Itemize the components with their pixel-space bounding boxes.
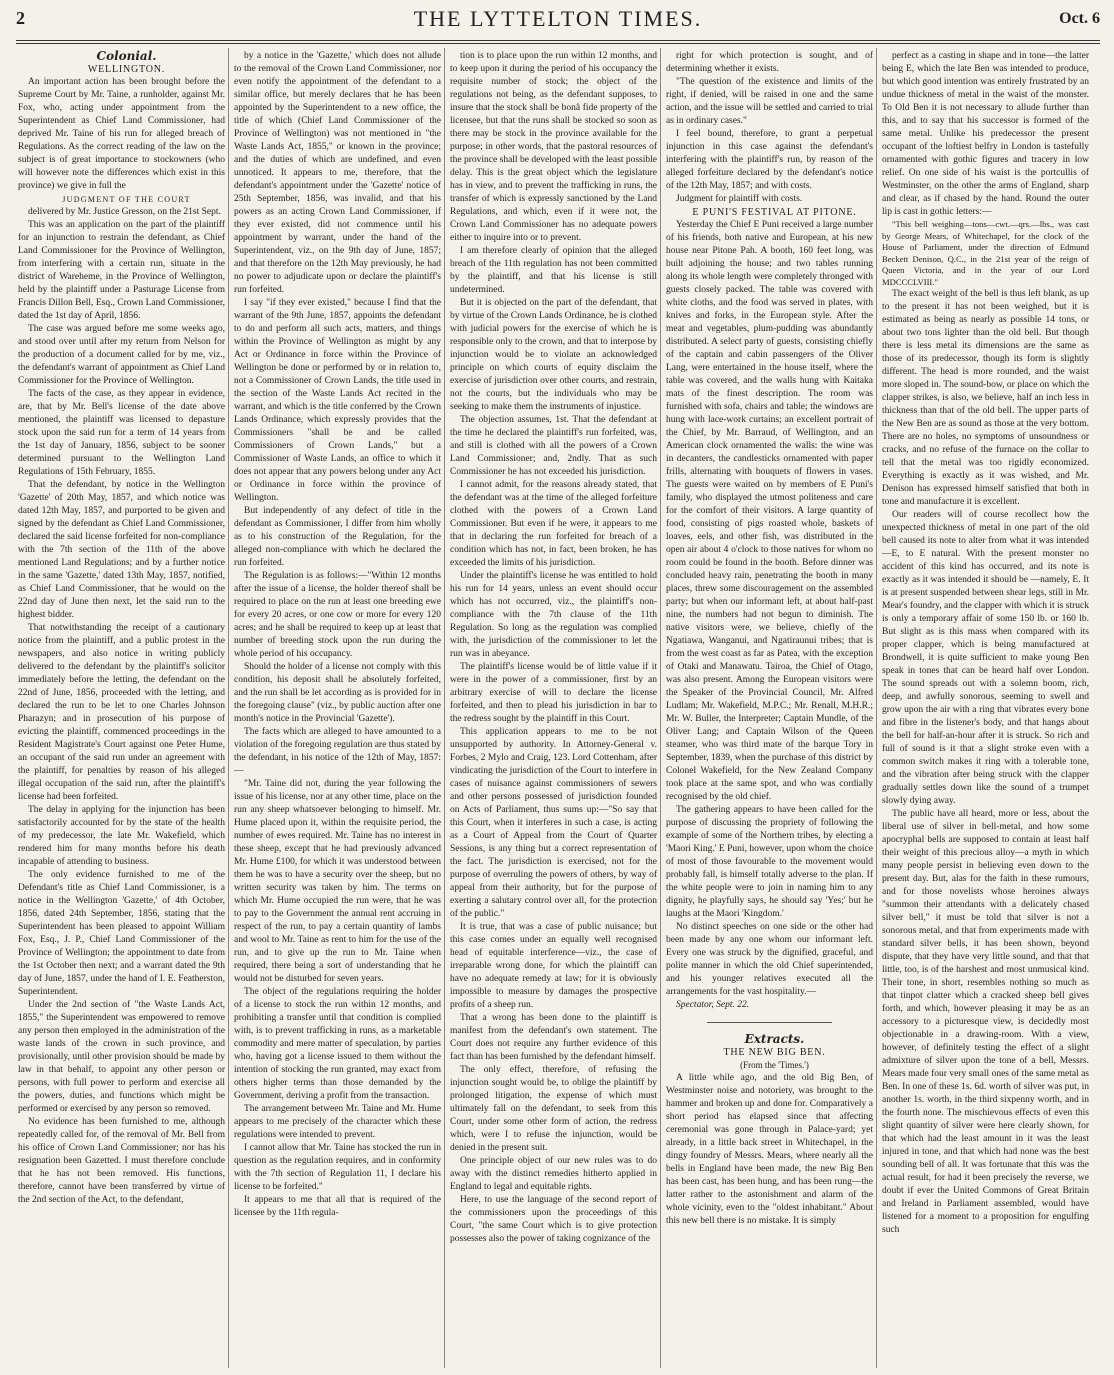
newspaper-title: THE LYTTELTON TIMES. [413,6,703,31]
paragraph: I cannot admit, for the reasons already stated, that the defendant was at the time of the alleged forfeiture clothed with the powers of a Crown Land Commissioner. But even if he were, it appears to me that in declaring the run forfeited for breach of a condition which has not, in fact, been broken, he has exceeded the limits of his jurisdiction. [450,480,657,568]
column-divider [660,48,661,1368]
paragraph: The objection assumes, 1st. That the defendant at the time he declared the plaintiff's run forfeited, was, and still is clothed with all the powers of a Crown Land Commissioner; and, 2ndly. That as such Commissioner he has not exceeded his jurisdiction. [450,415,657,477]
paragraph: The case was argued before me some weeks ago, and stood over until after my return from Nelson for the production of a document called for by me, viz., the defendant's warrant of appointment as Chief Land Commissioner for the Province of Wellington. [18,324,225,386]
paragraph: Here, to use the language of the second report of the commissioners upon the proceedings of this Court, "the same Court which is to give protection possesses also the power of taking cognizance of the [450,1195,657,1244]
column-3 [450,50,657,1368]
paragraph: "Mr. Taine did not, during the year following the issue of his license, nor at any other time, place on the run any sheep whatsoever belonging to himself. Mr. Hume placed upon it, within the requisite period, the number of ewes required. Mr. Taine has no interest in these sheep, except that he had previously advanced Mr. Hume £100, for which it was understood between them he was to have a security over the sheep, but no written security was taken by him. The terms on which Mr. Hume occupied the run were, that he was to pay to the Government the annual rent accruing in respect of the run, to pay a certain quantity of lambs and wool to Mr. Taine as rent to him for the use of the run, and to give up the run to Mr. Taine when required, there being a sort of understanding that he would not be disturbed for seven years. [234,779,441,984]
paragraph: This application appears to me to be not unsupported by authority. In Attorney-General v. Forbes, 2 Mylo and Craig, 123. Lord Cottenham, after vindicating the jurisdiction of the Court to interfere in cases of nuisance against commissioners of sewers and other persons possessed of jurisdiction founded on Acts of Parliament, thus sums up:—"So say that this Court, when it interferes in such a case, is acting as a Court of Appeal from the Court of Quarter Sessions, is any thing but a correct representation of the fact. The jurisdiction is exercised, not for the purpose of overruling the powers of others, by way of appeal from their authority, but for the purpose of exerting a salutary control over all, for the protection of the public." [450,727,657,919]
paragraph: The only effect, therefore, of refusing the injunction sought would be, to oblige the plaintiff by prolonged litigation, the expense of which must ultimately fall on the defendant, to seek from this Court, under some other form of action, the redress which, were I to refuse the injunction, would be denied in the present suit. [450,1065,657,1153]
paragraph: by a notice in the 'Gazette,' which does not allude to the removal of the Crown Land Commissioner, nor even notify the appointment of the defendant to a similar office, but merely declares that he has been appointed by the Superintendent to a new office, the title of which (Chief Land Commissioner of the Province of Wellington) was not mentioned in "the Waste Lands Act, 1855," or known in the province; and the duties of which are undefined, and even unnoticed. It appears to me, therefore, that the defendant's appointment under the 'Gazette' notice of 25th September, 1856, was invalid, and that his powers as an acting Crown Land Commissioner, if they ever existed, did not commence until his appointment by warrant, under the hand of the Superintendent, viz., on the 9th day of June, 1857; and that therefore on the 12th May previously, he had no power to adjudicate upon or declare the plaintiff's run forfeited. [234,51,441,295]
article-source: (From the 'Times.') [740,1060,809,1070]
masthead [16,6,1100,38]
paragraph: The only evidence furnished to me of the Defendant's title as Chief Land Commissioner, is a notice in the Wellington 'Gazette,' of 4th October, 1856, dated 24th September, 1856, stating that the Superintendent has been pleased to appoint William Fox, Esq., J. P., Chief Land Commissioner of the Province of Wellington; the appointment to date from the 1st October then next; and a warrant dated the 9th day of June, 1857, under the hand of I. E. Featherston, Superintendent. [18,870,225,997]
article-heading-e-puni: E PUNI'S FESTIVAL AT PITONE. [692,207,857,218]
paragraph: But it is objected on the part of the defendant, that by virtue of the Crown Lands Ordinance, he is clothed with judicial powers for the exercise of which he is responsible only to the crown, and that to interpose by injunction would be to violate an acknowledged principle on which courts of equity disclaim the exercise of jurisdiction over other courts, and restrain, not the courts, but the individuals who may be seeking to make them the instruments of injustice. [450,298,657,412]
paragraph: The plaintiff's license would be of little value if it were in the power of a commissioner, first by an arbitrary exercise of will to declare the license forfeited, and then to plead his jurisdiction in bar to the redress sought by the plaintiff in this Court. [450,662,657,724]
paragraph: perfect as a casting in shape and in tone—the latter being E, which the late Ben was intended to produce, but which good intention was entirely frustrated by an undue thickness of metal in the waist of the monster. To Old Ben it is not necessary to allude further than this, and to say that his successor is formed of the same metal. Unlike his predecessor the present occupant of the loftiest belfry in London is tastefully ornamented with gothic figures and tracery in low relief. On one side of his waist is the portcullis of Westminster, on the other the arms of England, sharp and clear, as if chased by the hand. Round the outer lip is cast in gothic letters:— [882,51,1089,217]
column-2 [234,50,441,1368]
paragraph: "The question of the existence and limits of the right, if denied, will be raised in one and the same action, and the issue will be settled and carried to trial as in ordinary cases." [666,77,873,126]
column-5 [882,50,1089,1368]
paragraph: The exact weight of the bell is thus left blank, as up to the present it has not been weighed, but it is estimated as being as nearly as possible 14 tons, or about two tons lighter than the old bell. But though there is less metal its dimensions are the same as those of its predecessor, though its form is slightly different. The head is more rounded, and the waist more sloped in. The sound-bow, or place on which the clapper strikes, is also, we believe, half an inch less in thickness than that of the old bell. The upper parts of the New Ben are as sound as those at the very bottom. There are no holes, no symptoms of unsoundness or cracks, and no refuse of the furnace on the collar to tell that the metal was too rigidly economized. Everything is exactly as it was wished, and Mr. Denison has expressed himself satisfied that both in tone and manufacture it is excellent. [882,289,1089,507]
paragraph: Should the holder of a license not comply with this condition, his deposit shall be absolutely forfeited, and the run shall be let according as is provided for in the foregoing clause" (viz., by public auction after one month's notice in the Provincial 'Gazette'). [234,662,441,724]
paragraph: The facts which are alleged to have amounted to a violation of the foregoing regulation are thus stated by the defendant, in his notice of the 12th of May, 1857:— [234,727,441,776]
section-heading-extracts: Extracts. [744,1032,805,1046]
paragraph: I cannot allow that Mr. Taine has stocked the run in question as the regulation requires, and in conformity with the 7th section of Regulation 11, I declare his license to be forfeited." [234,1143,441,1192]
column-divider [444,48,445,1368]
paragraph: No distinct speeches on one side or the other had been made by any one whom our informant left. Every one was struck by the dignified, graceful, and polite manner in which the old Chief superintended, and his younger relatives executed all the arrangements for the vast hospitality.— [666,922,873,997]
paragraph: No evidence has been furnished to me, although repeatedly called for, of the removal of Mr. Bell from his office of Crown Land Commissioner; nor has his resignation been Gazetted. I must therefore conclude that he has not been removed. His functions, therefore, cannot have been transferred by virtue of the 2nd section of the Act, to the defendant, [18,1117,225,1205]
column-1 [18,50,225,1368]
paragraph: It appears to me that all that is required of the licensee by the 11th regula- [234,1195,441,1218]
page-number: 2 [16,8,25,28]
article-signature: Spectator, Sept. 22. [676,1000,750,1010]
paragraph: The delay in applying for the injunction has been satisfactorily accounted for by the state of the health of my predecessor, the late Mr. Wakefield, which rendered him for many months before his death incapable of attending to business. [18,805,225,867]
paragraph: The arrangement between Mr. Taine and Mr. Hume appears to me precisely of the character which these regulations were intended to prevent. [234,1104,441,1140]
paragraph: It is true, that was a case of public nuisance; but this case comes under an equally well recognised head of equitable interference—viz., the case of irreparable wrong done, for which the plaintiff can have no adequate remedy at law; for it is obviously impossible to measure by damages the prospective profits of a sheep run. [450,922,657,1010]
paragraph: delivered by Mr. Justice Gresson, on the 21st Sept. [28,207,221,217]
paragraph: The Regulation is as follows:—"Within 12 months after the issue of a license, the holder thereof shall be required to place on the run at least one breeding ewe for every 20 acres, or one cow or more for every 120 acres; and he shall be required to keep up at least that number of breeding stock upon the run during the whole period of his occupancy. [234,571,441,659]
paragraph: That notwithstanding the receipt of a cautionary notice from the plaintiff, and a public protest in the newspapers, and also notice in writing publicly delivered to the defendant by the plaintiff's solicitor immediately before the letting, the defendant on the 22nd of June, 1856, proceeded with the letting, and declared the run to be let to one Charles Johnson Pharazyn; and in prosecution of his purpose of evicting the plaintiff, commenced proceedings in the Resident Magistrate's Court against one Peter Hume, an occupant of the said run under an agreement with the plaintiff, for penalties by reason of his alleged illegal occupation of the said run, after the plaintiff's license had been forfeited. [18,623,225,802]
masthead-rule [16,40,1100,44]
paragraph: Our readers will of course recollect how the unexpected thickness of metal in one part of the old bell caused its note to alter from what it was intended—E, to E natural. With the present monster no accident of this kind has occurred, and its note is exactly as it was intended it should be —namely, E. It is at present suspended between shear legs, still in Mr. Mear's foundry, and the clapper with which it is struck is only a temporary affair of some 150 lb. or 160 lb. But slight as is this mass when compared with its proper clapper, which is being manufactured at Brondwell, it is quite sufficient to make young Ben speak in tones that can be heard half over London. The sound spreads out with a solemn boom, rich, deep, and awfully sonorous, seeming to swell and grow upon the air with a ring that vibrates every bone and fibre in the listener's body, and that hangs about the bell for half-an-hour after it is struck. So rich and full of sound is it that a slight stroke even with a common switch makes it ring with a tolerable tone, and the vibration after being struck with the clapper gradually settles down like the sound of a trumpet slowly dying away. [882,510,1089,806]
paragraph: I feel bound, therefore, to grant a perpetual injunction in this case against the defendant's interfering with the plaintiff's run, by reason of the alleged forfeiture declared by the defendant's notice of the 12th May, 1857; and with costs. [666,129,873,191]
paragraph: The gathering appears to have been called for the purpose of discussing the propriety of following the example of some of the Northern tribes, by electing a 'Maori King.' E Puni, however, upon whom the choice of most of those favourable to the movement would probably fall, is himself totally adverse to the plan. If the white people were to join in naming him to any dignity, he playfully says, he should say 'Yes;' but he laughs at the Maori 'Kingdom.' [666,805,873,919]
paragraph: That the defendant, by notice in the Wellington 'Gazette' of 20th May, 1857, and which notice was dated 12th May, 1857, and purported to be given and signed by the defendant as Chief Land Commissioner, declared the said license forfeited for non-compliance with the 7th section of the 11th of the above mentioned Land Regulations; and by a further notice in the same 'Gazette,' dated 13th May, 1857, notified, as Chief Land Commissioner, that he would on the 22nd day of June then next, let the said run to the highest bidder. [18,480,225,620]
paragraph: But independently of any defect of title in the defendant as Commissioner, I differ from him wholly as to his construction of the Regulation, for the alleged non-compliance with which he declared the run forfeited. [234,506,441,568]
section-rule [707,1022,831,1023]
paragraph: The object of the regulations requiring the holder of a license to stock the run within 12 months, and prohibiting a transfer until that condition is complied with, is to prevent trafficking in runs, as a marketable commodity and mere matter of speculation, by parties who, having got a license issued to them without the intention of stocking the run granted, may exact from others higher terms than those demanded by the Government, deriving a profit from the transaction. [234,987,441,1101]
paragraph: I am therefore clearly of opinion that the alleged breach of the 11th regulation has not been committed by the plaintiff, and that his license is still undetermined. [450,246,657,295]
paragraph: Under the plaintiff's license he was entitled to hold his run for 14 years, unless an event should occur which has not occurred, viz., the plaintiff's non-compliance with the 7th clause of the 11th Regulation. So long as the regulation was complied with, the jurisdiction of the commissioner to let the run was in abeyance. [450,571,657,659]
paragraph: Judgment for plaintiff with costs. [676,194,803,204]
paragraph: Under the 2nd section of "the Waste Lands Act, 1855," the Superintendent was empowered to remove any person then employed in the administration of the waste lands of the crown in such province, and provisionally, until other provision should be made by law in that behalf, to appoint any other person or persons, with full power to perform and exercise all the powers, duties, and functions which might be performed or exercised by any person so removed. [18,1000,225,1114]
judgment-subheading: JUDGMENT OF THE COURT [62,195,191,204]
paragraph: An important action has been brought before the Supreme Court by Mr. Taine, a runholder, against Mr. Fox, who, acting under appointment from the Superintendent as Chief Land Commissioner, had deprived Mr. Taine of his run for alleged breach of Regulations. As the correct reading of the law on the subject is of great importance to stockowners (who will however note the differences which exist in this province) we give in full the [18,77,225,191]
paragraph: The public have all heard, more or less, about the liberal use of silver in bell-metal, and how some apocryphal bells are supposed to contain at least half their weight of this precious alloy—a myth in which many people persist in believing even down to the present day. But, alas for the faith in these rumours, and for those novelists whose heroines always "summon their attendants with a delicately chased silver bell," it must be told that silver is not a sonorous metal, and that from experiments made with standard silver bells, it has been shown, beyond dispute, that they have very little sound, and that that little, too, is of the harshest and most unmusical kind. Their tone, in short, resembles nothing so much as that tinpot clatter which a cracked sheep bell gives forth, and which, however pleasing it may be as an accessory to a picturesque view, is decidedly most objectionable in a drawing-room. With a view, however, of definitely testing the effect of a slight admixture of silver upon the tone of a bell, Messrs. Mears made four very small ones of the same metal as Ben. In one of these 1s. 6d. worth of silver was put, in another 1s. worth, in the third sixpenny worth, and in the fourth none. The mischievous effects of even this slight quantity of silver were here clearly shown, for that which had the least amount in it was the least injured in tone, and that which had none was the best sounding bell of all. It was fortunate that this was the actual result, for had it been precisely the reverse, we doubt if ever the United Commons of Great Britain and Ireland in Parliament assembled, would have listened for a moment to a proposition for engulfing such [882,809,1089,1235]
issue-date: Oct. 6 [1059,10,1100,27]
article-heading-big-ben: THE NEW BIG BEN. [723,1047,826,1058]
paragraph: right for which protection is sought, and of determining whether it exists. [666,51,873,74]
article-heading-wellington: WELLINGTON. [87,64,166,75]
column-divider [876,48,877,1368]
paragraph: The facts of the case, as they appear in evidence, are, that by Mr. Bell's license of the date above mentioned, the plaintiff was licensed to depasture stock upon the said run for a term of 14 years from the 1st day of January, 1856, subject to be sooner determined pursuant to the Wellington Land Regulations of 15th February, 1855. [18,389,225,477]
paragraph: tion is to place upon the run within 12 months, and to keep upon it during the period of his occupancy the requisite number of stock; the object of the regulations not being, as the defendant supposes, to insure that the stock shall be bonâ fide property of the licensee, but that the runs shall be stocked so soon as there may be stock in the province available for the purpose; in other words, that the pastoral resources of the province shall be developed with the least possible delay. This is the great object which the legislature has in view, and to prevent the trafficking in runs, the transfer of which is expressly sanctioned by the Land Regulations, and which, even if it were not, the Crown Land Commissioner has no adequate powers either to inquire into or to prevent. [450,51,657,243]
paragraph: I say "if they ever existed," because I find that the warrant of the 9th June, 1857, appoints the defendant to do and perform all such acts, matters, and things within the Province of Wellington as might by any Act or Ordinance in force within the Province of Wellington be done or performed by or in relation to, not a Commissioner of Crown Lands, the title used in the section of the Waste Lands Act recited in the warrant, and which is the title conferred by the Crown Lands Ordinance, which expressly provides that the Commissioners "shall be and be called Commissioners of Crown Lands," but a Commissioner of Waste Lands, an office to which it does not appear that any powers belong under any Act or Ordinance in force within the province of Wellington. [234,298,441,503]
paragraph: This was an application on the part of the plaintiff for an injunction to restrain the defendant, as Chief Land Commissioner for the Province of Wellington, from interfering with a certain run, situate in the district of Wareheme, in the Province of Wellington, held by the plaintiff under a Pasturage License from Francis Dillon Bell, Esq., Crown Land Commissioner, dated the 1st day of April, 1856. [18,220,225,321]
bell-inscription: "This bell weighing—tons—cwt.—qrs.—lbs., was cast by George Mears, of Whitechapel, for the clock of the House of Parliament, under the direction of Edmund Beckett Denison, Q.C., in the 21st year of the reign of Queen Victoria, and in the year of our Lord MDCCCLVIII." [882,219,1089,287]
section-heading-colonial: Colonial. [96,50,157,63]
paragraph: A little while ago, and the old Big Ben, of Westminster noise and notoriety, was brought to the hammer and broken up and done for. Comparatively a short period has elapsed since that affecting ceremonial was gone through in Palace-yard; yet already, in a little back street in Whitechapel, in the dingy foundry of Messrs. Mears, where nearly all the bells in England have been made, the new Big Ben has been cast, has been hung, and has been rung—the latter rather to the astonishment and alarm of the whole vicinity, even to the "oldest inhabitant." About this new bell there is no mistake. It is simply [666,1073,873,1226]
paragraph: One principle object of our new rules was to do away with the distinct remedies hitherto applied in England to legal and equitable rights. [450,1156,657,1192]
column-divider [228,48,229,1368]
paragraph: Yesterday the Chief E Puni received a large number of his friends, both native and European, at his new house near Pitone Pah. A booth, 160 feet long, was built adjoining the house; and two tables running along its whole length were completely thronged with guests closely packed. The table was covered with white cloths, and the food was served in plates, with knives and forks, in the European style. After the meat and vegetables, plum-pudding was abundantly distributed. A select party of guests, consisting chiefly of the captain and cabin passengers of the Oliver Lang, were entertained in the house itself, where the table was covered, and the walls hung with Kaitaka mats of the finest description. The room was furnished with sofa, chairs and table; the windows are hung with lace-work curtains; an excellent portrait of the Chief, by Mr. Barraud, of Wellington, and an American clock ornamented the walls: the wine was in decanters, the candlesticks ornamented with paper frills, alternating with bouquets of flowers in vases. The guests were waited on by members of E Puni's family, who displayed the utmost politeness and care for the comfort of their visitors. A large quantity of food, consisting of pigs roasted whole, baskets of loaves, eels, and other fish, was distributed in the open air about 4 o'clock to those natives for whom no room could be found in the booth. Before dinner was concluded heavy rain, penetrating the booth in many places, threw some discouragement on the assembled party; but when our informant left, at about half-past nine, the numbers had not begun to diminish. The native visitors were, we believe, chiefly of the Ngatiawa, Wanganui, and Ngatiraunui tribes; that is from the west coast as far as Patea, with the exception of Otaki and Manawatu. Tairoa, the Chief of Otago, was also present. Among the European visitors were the Speaker of the Provincial Council, Mr. Alfred Ludlam; Mr. Wakefield, M.P.C.; Mr. Renall, M.H.R.; Mr. W. Buller, the Interpreter; Captain Mundle, of the Oliver Lang; and Captain Wilson of the Queen steamer, who was third mate of the barque Tory in September, 1839, when the purchase of this district by Colonel Wakefield, for the New Zealand Company took place at the same spot, and who was cordially recognised by the old chief. [666,220,873,802]
column-4 [666,50,873,1368]
paragraph: That a wrong has been done to the plaintiff is manifest from the defendant's own statement. The Court does not require any further evidence of this fact than has been furnished by the defendant himself. [450,1013,657,1062]
